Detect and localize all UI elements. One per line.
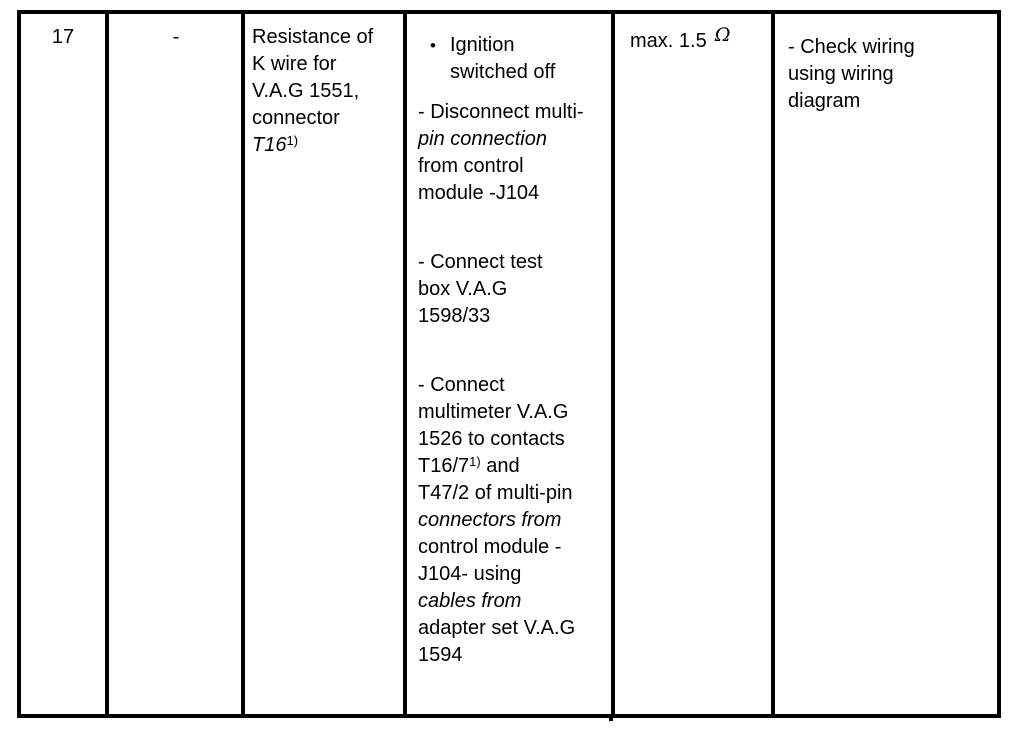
step-line: module -J104 <box>418 182 540 204</box>
description-line: K wire for <box>252 53 337 75</box>
test-number-cell <box>21 10 105 718</box>
remedy-line: using wiring <box>788 63 894 85</box>
description-line: connector <box>252 107 340 129</box>
step-line: multimeter V.A.G <box>418 401 569 423</box>
step-line: J104- using <box>418 563 522 585</box>
step-line: T47/2 of multi-pin <box>418 482 573 504</box>
step-line: - Connect <box>418 374 505 396</box>
step-line <box>418 453 611 480</box>
step-line: 1526 to contacts <box>418 428 565 450</box>
description-line <box>252 132 403 159</box>
remedy-line: diagram <box>788 90 861 112</box>
step-line: 1598/33 <box>418 305 491 327</box>
step-line: from control <box>418 155 524 177</box>
column-divider <box>241 10 245 718</box>
code-cell <box>111 10 241 718</box>
footnote-marker: 1) <box>469 454 481 470</box>
code-value: - <box>172 26 180 48</box>
step-line: 1594 <box>418 644 463 666</box>
footnote-marker: 1) <box>286 133 299 149</box>
spec-value: max. 1.5 <box>630 30 707 52</box>
column-divider <box>403 10 407 718</box>
procedure-cell <box>409 10 611 718</box>
step-line: - Disconnect multi- <box>418 101 584 123</box>
step-line: pin connection <box>418 128 547 150</box>
column-divider <box>611 10 615 718</box>
connector-ref: T16 <box>252 134 287 156</box>
bullet-line: switched off <box>450 61 556 83</box>
procedure-step-3 <box>418 372 611 669</box>
bullet-icon: • <box>430 36 436 55</box>
ohm-icon: Ω <box>714 24 731 46</box>
spec-cell <box>616 10 771 718</box>
description-line: V.A.G 1551, <box>252 80 360 102</box>
column-divider <box>771 10 775 718</box>
test-number: 17 <box>51 26 75 48</box>
step-text: and <box>480 455 520 477</box>
contact-ref: T16/7 <box>418 455 470 477</box>
procedure-step-1 <box>418 99 611 207</box>
bullet-line: Ignition <box>450 34 515 56</box>
description-line: Resistance of <box>252 26 374 48</box>
remedy-line: - Check wiring <box>788 36 915 58</box>
step-line: box V.A.G <box>418 278 508 300</box>
step-line: adapter set V.A.G <box>418 617 576 639</box>
procedure-step-2 <box>418 249 611 330</box>
column-divider <box>105 10 109 718</box>
step-line: - Connect test <box>418 251 543 273</box>
description-cell <box>247 10 403 718</box>
step-line: connectors from <box>418 509 562 531</box>
step-line: cables from <box>418 590 522 612</box>
step-line: control module - <box>418 536 562 558</box>
remedy-cell <box>777 10 997 718</box>
procedure-bullet <box>418 32 611 86</box>
